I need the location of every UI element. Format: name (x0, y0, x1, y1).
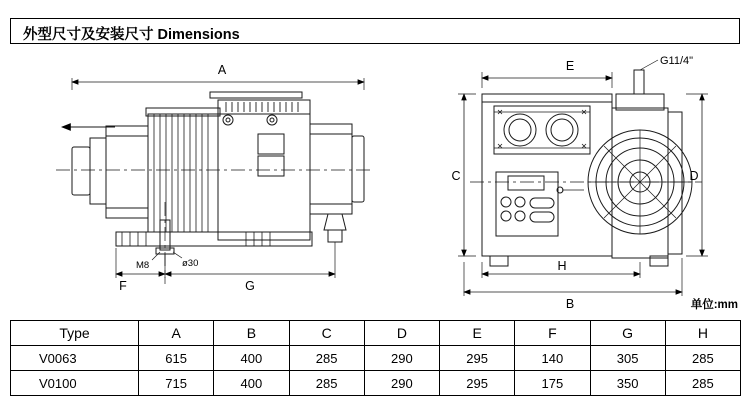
units-note: 单位:mm (690, 299, 738, 311)
table-header-b: B (214, 321, 289, 346)
table-header-type: Type (11, 321, 139, 346)
dim-label-G: G (245, 279, 255, 293)
dim-label-B: B (565, 297, 575, 311)
cell-c: 285 (289, 371, 364, 396)
dim-label-A: A (217, 63, 227, 77)
cell-a: 715 (139, 371, 214, 396)
cell-g: 305 (590, 346, 665, 371)
row-type: V0100 (11, 371, 139, 396)
table-header-h: H (665, 321, 740, 346)
dim-label-D: D (689, 169, 699, 183)
cell-e: 295 (440, 346, 515, 371)
table-header-a: A (139, 321, 214, 346)
cell-b: 400 (214, 346, 289, 371)
cell-b: 400 (214, 371, 289, 396)
row-type: V0063 (11, 346, 139, 371)
cell-a: 615 (139, 346, 214, 371)
cell-c: 285 (289, 346, 364, 371)
annotation-m8: M8 (136, 260, 150, 271)
cell-f: 140 (515, 346, 590, 371)
table-header-d: D (364, 321, 439, 346)
table-header-g: G (590, 321, 665, 346)
cell-g: 350 (590, 371, 665, 396)
cell-h: 285 (665, 371, 740, 396)
technical-drawing (10, 52, 740, 312)
cell-e: 295 (440, 371, 515, 396)
table-row (11, 371, 741, 396)
table-header-row (11, 321, 741, 346)
table-header-e: E (440, 321, 515, 346)
cell-f: 175 (515, 371, 590, 396)
table-header-f: F (515, 321, 590, 346)
annotation-diameter-30: ø30 (182, 258, 199, 269)
dim-label-F: F (119, 279, 127, 293)
cell-h: 285 (665, 346, 740, 371)
section-title-bar (10, 18, 740, 44)
cell-d: 290 (364, 371, 439, 396)
port-label-g114: G11/4" (660, 55, 694, 67)
table-header-c: C (289, 321, 364, 346)
dim-label-E: E (565, 59, 575, 73)
table-row (11, 346, 741, 371)
drawing-svg (10, 52, 740, 312)
dim-label-H: H (557, 259, 567, 273)
cell-d: 290 (364, 346, 439, 371)
page-title: 外型尺寸及安装尺寸 Dimensions (23, 27, 240, 43)
dimensions-table (10, 320, 741, 396)
dim-label-C: C (451, 169, 461, 183)
